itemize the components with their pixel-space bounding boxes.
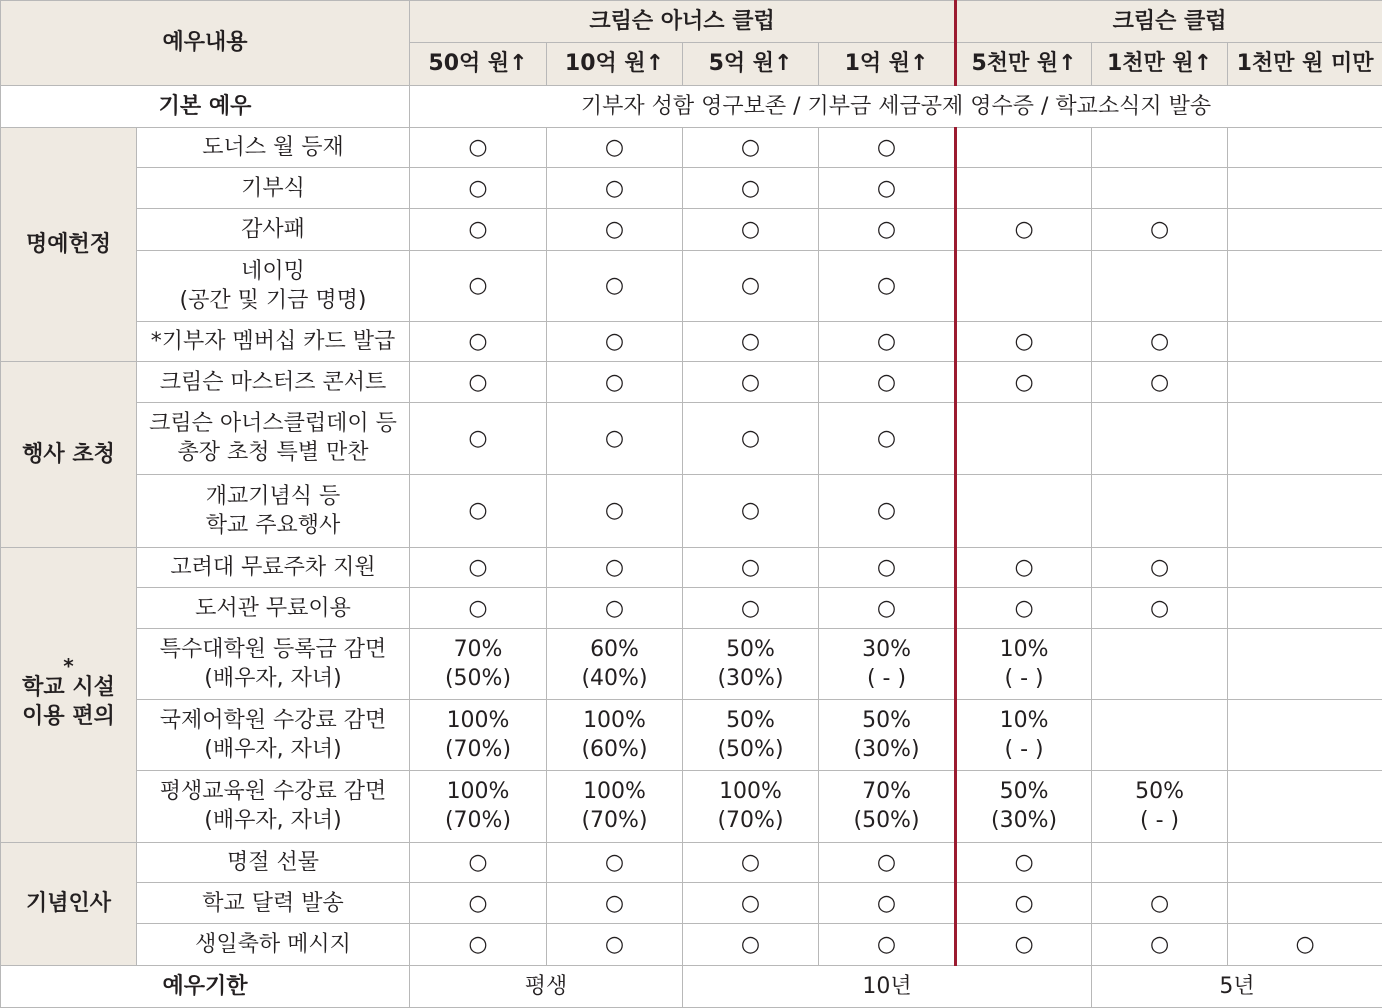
check-circle-icon: ○ bbox=[683, 547, 819, 587]
check-circle-icon: ○ bbox=[956, 362, 1092, 402]
benefit-item: 생일축하 메시지 bbox=[137, 924, 410, 965]
benefit-row bbox=[1, 362, 1382, 402]
benefit-row bbox=[1, 842, 1382, 882]
benefit-value: 50% (30%) bbox=[819, 699, 956, 770]
benefit-item: 크림슨 마스터즈 콘서트 bbox=[137, 362, 410, 402]
benefit-item: 크림슨 아너스클럽데이 등 총장 초청 특별 만찬 bbox=[137, 402, 410, 475]
check-circle-icon: ○ bbox=[819, 402, 956, 475]
check-circle-icon: ○ bbox=[1228, 924, 1382, 965]
tier-header: 5억 원↑ bbox=[683, 43, 819, 85]
benefit-row bbox=[1, 322, 1382, 362]
benefit-value: 50% (30%) bbox=[683, 629, 819, 699]
benefit-value bbox=[1092, 475, 1228, 548]
check-circle-icon: ○ bbox=[410, 168, 547, 209]
benefit-value bbox=[956, 168, 1092, 209]
check-circle-icon: ○ bbox=[683, 882, 819, 923]
check-circle-icon: ○ bbox=[819, 587, 956, 628]
benefit-row bbox=[1, 475, 1382, 548]
check-circle-icon: ○ bbox=[956, 209, 1092, 250]
category-label bbox=[1, 362, 137, 547]
check-circle-icon: ○ bbox=[683, 127, 819, 167]
check-circle-icon: ○ bbox=[819, 362, 956, 402]
benefit-value bbox=[956, 402, 1092, 475]
benefit-item: *기부자 멤버십 카드 발급 bbox=[137, 322, 410, 362]
check-circle-icon: ○ bbox=[956, 587, 1092, 628]
tier-header: 50억 원↑ bbox=[410, 43, 547, 85]
benefit-value bbox=[1228, 322, 1382, 362]
basic-benefit-label: 기본 예우 bbox=[1, 85, 410, 127]
check-circle-icon: ○ bbox=[819, 168, 956, 209]
benefit-row bbox=[1, 924, 1382, 965]
benefit-value bbox=[1092, 127, 1228, 167]
period-row bbox=[1, 965, 1382, 1007]
benefit-value: 100% (70%) bbox=[410, 699, 547, 770]
benefit-item: 학교 달력 발송 bbox=[137, 882, 410, 923]
check-circle-icon: ○ bbox=[410, 209, 547, 250]
category-text: 명예헌정 bbox=[25, 232, 111, 258]
check-circle-icon: ○ bbox=[410, 587, 547, 628]
basic-benefit-text: 기부자 성함 영구보존 / 기부금 세금공제 영수증 / 학교소식지 발송 bbox=[410, 85, 1382, 127]
check-circle-icon: ○ bbox=[819, 882, 956, 923]
check-circle-icon: ○ bbox=[410, 842, 547, 882]
category-label bbox=[1, 547, 137, 842]
benefit-value bbox=[1228, 882, 1382, 923]
check-circle-icon: ○ bbox=[1092, 924, 1228, 965]
check-circle-icon: ○ bbox=[956, 547, 1092, 587]
check-circle-icon: ○ bbox=[410, 402, 547, 475]
benefit-value bbox=[956, 475, 1092, 548]
check-circle-icon: ○ bbox=[410, 127, 547, 167]
benefit-value bbox=[1092, 402, 1228, 475]
benefit-row bbox=[1, 402, 1382, 475]
check-circle-icon: ○ bbox=[410, 882, 547, 923]
check-circle-icon: ○ bbox=[683, 842, 819, 882]
check-circle-icon: ○ bbox=[683, 587, 819, 628]
check-circle-icon: ○ bbox=[819, 475, 956, 548]
benefit-value: 100% (70%) bbox=[410, 771, 547, 842]
period-10-years: 10년 bbox=[683, 965, 1092, 1007]
benefit-row bbox=[1, 699, 1382, 770]
benefit-value bbox=[1228, 699, 1382, 770]
benefit-row bbox=[1, 587, 1382, 628]
period-lifetime: 평생 bbox=[410, 965, 683, 1007]
check-circle-icon: ○ bbox=[547, 842, 683, 882]
check-circle-icon: ○ bbox=[547, 924, 683, 965]
benefit-item: 개교기념식 등 학교 주요행사 bbox=[137, 475, 410, 548]
check-circle-icon: ○ bbox=[819, 924, 956, 965]
check-circle-icon: ○ bbox=[683, 322, 819, 362]
benefit-value bbox=[1228, 771, 1382, 842]
benefit-value: 30% ( - ) bbox=[819, 629, 956, 699]
benefit-header: 예우내용 bbox=[1, 1, 410, 86]
check-circle-icon: ○ bbox=[547, 250, 683, 321]
benefit-value bbox=[1228, 547, 1382, 587]
basic-benefit-row bbox=[1, 85, 1382, 127]
benefit-item: 도너스 월 등재 bbox=[137, 127, 410, 167]
benefit-value: 10% ( - ) bbox=[956, 629, 1092, 699]
benefit-value: 70% (50%) bbox=[819, 771, 956, 842]
check-circle-icon: ○ bbox=[547, 168, 683, 209]
check-circle-icon: ○ bbox=[683, 402, 819, 475]
check-circle-icon: ○ bbox=[547, 127, 683, 167]
category-text: 학교 시설 이용 편의 bbox=[22, 674, 115, 729]
tier-header: 1억 원↑ bbox=[819, 43, 956, 85]
benefit-row bbox=[1, 250, 1382, 321]
check-circle-icon: ○ bbox=[410, 362, 547, 402]
check-circle-icon: ○ bbox=[819, 547, 956, 587]
check-circle-icon: ○ bbox=[1092, 547, 1228, 587]
benefit-item: 평생교육원 수강료 감면 (배우자, 자녀) bbox=[137, 771, 410, 842]
check-circle-icon: ○ bbox=[547, 547, 683, 587]
group-header-crimson: 크림슨 클럽 bbox=[956, 1, 1382, 43]
check-circle-icon: ○ bbox=[956, 322, 1092, 362]
check-circle-icon: ○ bbox=[683, 250, 819, 321]
benefit-value: 50% (50%) bbox=[683, 699, 819, 770]
check-circle-icon: ○ bbox=[547, 402, 683, 475]
check-circle-icon: ○ bbox=[819, 250, 956, 321]
benefit-value bbox=[1228, 168, 1382, 209]
tier-header: 1천만 원↑ bbox=[1092, 43, 1228, 85]
benefit-value bbox=[1228, 842, 1382, 882]
benefit-value: 50% ( - ) bbox=[1092, 771, 1228, 842]
check-circle-icon: ○ bbox=[683, 362, 819, 402]
benefit-value bbox=[1228, 362, 1382, 402]
check-circle-icon: ○ bbox=[683, 475, 819, 548]
check-circle-icon: ○ bbox=[547, 882, 683, 923]
benefit-value bbox=[1092, 629, 1228, 699]
benefit-value: 100% (60%) bbox=[547, 699, 683, 770]
benefit-item: 도서관 무료이용 bbox=[137, 587, 410, 628]
benefit-item: 감사패 bbox=[137, 209, 410, 250]
benefit-row bbox=[1, 629, 1382, 699]
benefit-value: 100% (70%) bbox=[547, 771, 683, 842]
check-circle-icon: ○ bbox=[819, 842, 956, 882]
check-circle-icon: ○ bbox=[956, 842, 1092, 882]
benefit-row bbox=[1, 882, 1382, 923]
benefit-item: 고려대 무료주차 지원 bbox=[137, 547, 410, 587]
benefit-item: 국제어학원 수강료 감면 (배우자, 자녀) bbox=[137, 699, 410, 770]
benefit-value bbox=[956, 250, 1092, 321]
check-circle-icon: ○ bbox=[683, 168, 819, 209]
benefit-item: 명절 선물 bbox=[137, 842, 410, 882]
benefit-value bbox=[1092, 250, 1228, 321]
benefit-value: 100% (70%) bbox=[683, 771, 819, 842]
benefit-item: 네이밍 (공간 및 기금 명명) bbox=[137, 250, 410, 321]
benefit-value bbox=[1092, 842, 1228, 882]
check-circle-icon: ○ bbox=[1092, 209, 1228, 250]
check-circle-icon: ○ bbox=[410, 322, 547, 362]
benefit-row bbox=[1, 209, 1382, 250]
group-header-crimson-honors: 크림슨 아너스 클럽 bbox=[410, 1, 956, 43]
tier-header: 5천만 원↑ bbox=[956, 43, 1092, 85]
benefit-row bbox=[1, 168, 1382, 209]
benefit-value bbox=[1228, 475, 1382, 548]
check-circle-icon: ○ bbox=[956, 882, 1092, 923]
benefit-value bbox=[1092, 699, 1228, 770]
benefit-value bbox=[1228, 629, 1382, 699]
benefit-value: 70% (50%) bbox=[410, 629, 547, 699]
period-label: 예우기한 bbox=[1, 965, 410, 1007]
benefit-value bbox=[1228, 402, 1382, 475]
check-circle-icon: ○ bbox=[819, 322, 956, 362]
benefit-value: 10% ( - ) bbox=[956, 699, 1092, 770]
check-circle-icon: ○ bbox=[819, 127, 956, 167]
benefit-value: 60% (40%) bbox=[547, 629, 683, 699]
benefit-row bbox=[1, 127, 1382, 167]
check-circle-icon: ○ bbox=[547, 475, 683, 548]
benefit-value bbox=[1228, 209, 1382, 250]
check-circle-icon: ○ bbox=[410, 250, 547, 321]
benefit-value: 50% (30%) bbox=[956, 771, 1092, 842]
benefit-row bbox=[1, 547, 1382, 587]
check-circle-icon: ○ bbox=[410, 924, 547, 965]
period-5-years: 5년 bbox=[1092, 965, 1382, 1007]
benefit-value bbox=[1228, 587, 1382, 628]
benefit-value bbox=[1228, 250, 1382, 321]
category-text: 기념인사 bbox=[25, 891, 111, 917]
check-circle-icon: ○ bbox=[547, 322, 683, 362]
benefit-item: 기부식 bbox=[137, 168, 410, 209]
asterisk-mark: * bbox=[63, 653, 74, 678]
benefit-row bbox=[1, 771, 1382, 842]
check-circle-icon: ○ bbox=[1092, 362, 1228, 402]
category-label bbox=[1, 842, 137, 965]
category-label bbox=[1, 127, 137, 362]
benefit-value bbox=[1092, 168, 1228, 209]
benefit-value bbox=[1228, 127, 1382, 167]
check-circle-icon: ○ bbox=[410, 475, 547, 548]
check-circle-icon: ○ bbox=[956, 924, 1092, 965]
check-circle-icon: ○ bbox=[410, 547, 547, 587]
category-text: 행사 초청 bbox=[22, 442, 115, 468]
check-circle-icon: ○ bbox=[1092, 587, 1228, 628]
tier-header: 10억 원↑ bbox=[547, 43, 683, 85]
check-circle-icon: ○ bbox=[683, 209, 819, 250]
check-circle-icon: ○ bbox=[683, 924, 819, 965]
check-circle-icon: ○ bbox=[819, 209, 956, 250]
benefit-item: 특수대학원 등록금 감면 (배우자, 자녀) bbox=[137, 629, 410, 699]
check-circle-icon: ○ bbox=[547, 587, 683, 628]
check-circle-icon: ○ bbox=[547, 209, 683, 250]
tier-header: 1천만 원 미만 bbox=[1228, 43, 1382, 85]
check-circle-icon: ○ bbox=[1092, 322, 1228, 362]
check-circle-icon: ○ bbox=[547, 362, 683, 402]
benefit-value bbox=[956, 127, 1092, 167]
check-circle-icon: ○ bbox=[1092, 882, 1228, 923]
